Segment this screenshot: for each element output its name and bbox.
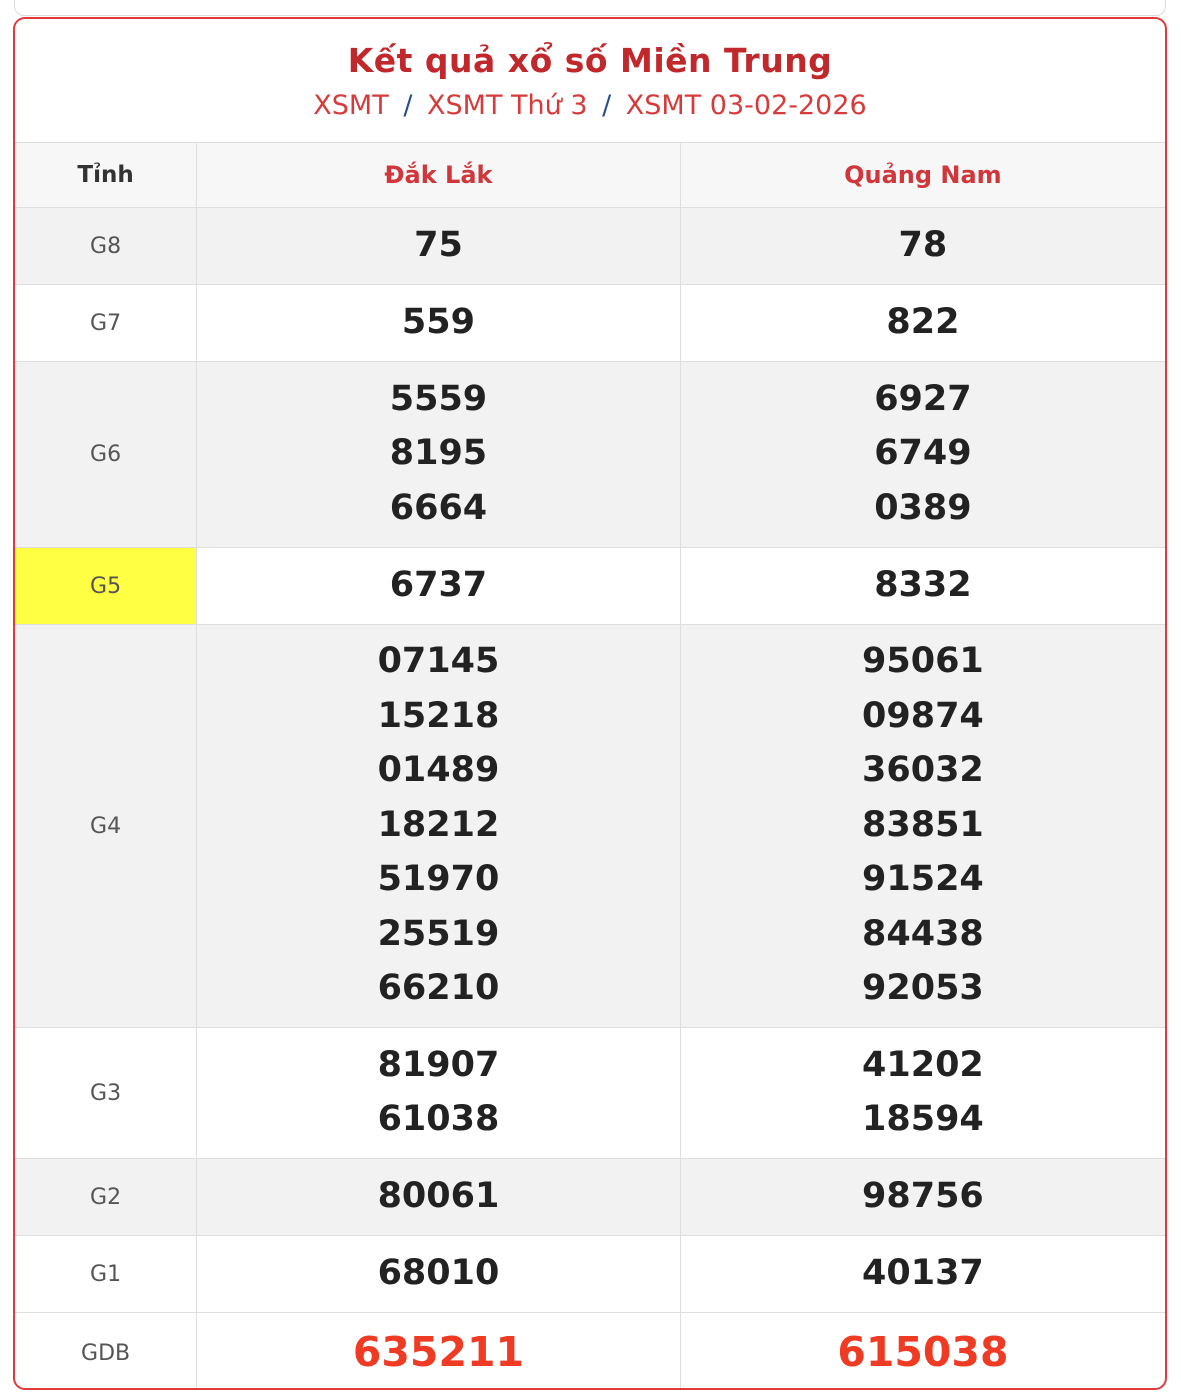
province-label-header: Tỉnh — [15, 143, 197, 208]
prize-label: G8 — [15, 208, 197, 285]
breadcrumb-xsmt-date[interactable]: XSMT 03-02-2026 — [625, 90, 867, 121]
result-number: 6749 — [874, 433, 972, 474]
prize-label: G6 — [15, 362, 197, 548]
result-cell-dak-lak — [197, 625, 681, 1028]
result-number: 18594 — [862, 1099, 984, 1139]
prize-label: G5 — [15, 548, 197, 625]
result-number: 81907 — [377, 1044, 500, 1085]
results-card — [13, 17, 1167, 1390]
prize-label: GDB — [15, 1313, 197, 1391]
result-number: 09874 — [862, 695, 984, 736]
breadcrumb-separator: / — [602, 90, 612, 121]
result-number: 80061 — [377, 1175, 500, 1216]
result-number: 635211 — [352, 1328, 525, 1376]
results-table — [15, 142, 1165, 1390]
result-cell-quang-nam — [680, 285, 1165, 362]
result-number: 6664 — [389, 487, 488, 528]
result-number: 51970 — [377, 859, 500, 900]
result-number: 559 — [401, 301, 475, 342]
result-cell-quang-nam — [680, 1028, 1165, 1159]
result-number: 78 — [898, 224, 948, 265]
result-cell-quang-nam — [680, 362, 1165, 548]
result-cell-quang-nam — [680, 1159, 1165, 1236]
result-cell-dak-lak — [197, 1236, 681, 1313]
page-title: Kết quả xổ số Miền Trung — [347, 41, 833, 80]
breadcrumb — [15, 90, 1165, 121]
result-number: 25519 — [377, 913, 500, 954]
prize-row-g4 — [15, 625, 1165, 1028]
result-number: 01489 — [377, 750, 500, 791]
result-number: 5559 — [389, 378, 488, 419]
result-cell-quang-nam — [680, 1236, 1165, 1313]
prize-row-g7 — [15, 285, 1165, 362]
prize-row-g8 — [15, 208, 1165, 285]
prize-row-g3 — [15, 1028, 1165, 1159]
breadcrumb-separator: / — [403, 90, 413, 121]
result-cell-quang-nam — [680, 625, 1165, 1028]
result-number: 822 — [886, 301, 960, 342]
result-number: 15218 — [377, 695, 500, 736]
prize-label: G4 — [15, 625, 197, 1028]
prize-label: G7 — [15, 285, 197, 362]
card-header — [15, 19, 1165, 142]
prize-row-g6 — [15, 362, 1165, 548]
prize-label: G2 — [15, 1159, 197, 1236]
result-number: 6737 — [389, 564, 488, 605]
result-number: 36032 — [862, 750, 984, 791]
prize-label: G3 — [15, 1028, 197, 1159]
result-cell-quang-nam — [680, 548, 1165, 625]
result-number: 41202 — [862, 1044, 984, 1085]
result-number: 8195 — [389, 433, 488, 474]
result-number: 07145 — [377, 641, 500, 682]
result-cell-dak-lak — [197, 548, 681, 625]
breadcrumb-xsmt[interactable]: XSMT — [313, 90, 389, 121]
prize-row-g5 — [15, 548, 1165, 625]
result-number: 84438 — [862, 913, 984, 954]
result-cell-dak-lak — [197, 362, 681, 548]
result-cell-dak-lak — [197, 285, 681, 362]
prize-row-g2 — [15, 1159, 1165, 1236]
result-number: 66210 — [377, 968, 500, 1009]
prize-label: G1 — [15, 1236, 197, 1313]
result-cell-dak-lak — [197, 1313, 681, 1391]
result-number: 8332 — [874, 564, 972, 605]
results-rows — [15, 208, 1165, 1391]
province-header-dak-lak[interactable]: Đắk Lắk — [197, 143, 681, 208]
result-number: 40137 — [862, 1252, 984, 1293]
result-cell-quang-nam — [680, 208, 1165, 285]
province-header-quang-nam[interactable]: Quảng Nam — [680, 143, 1165, 208]
result-cell-dak-lak — [197, 208, 681, 285]
result-number: 615038 — [837, 1328, 1009, 1376]
result-number: 68010 — [377, 1252, 500, 1293]
table-header-row — [15, 143, 1165, 208]
result-number: 18212 — [377, 804, 500, 845]
result-number: 75 — [414, 224, 463, 265]
result-cell-quang-nam — [680, 1313, 1165, 1391]
result-number: 61038 — [377, 1099, 500, 1139]
result-cell-dak-lak — [197, 1028, 681, 1159]
breadcrumb-xsmt-thu-3[interactable]: XSMT Thứ 3 — [427, 90, 588, 121]
result-number: 91524 — [862, 859, 984, 900]
result-number: 95061 — [862, 641, 984, 682]
result-number: 0389 — [874, 487, 972, 528]
prize-row-gdb — [15, 1313, 1165, 1391]
prize-row-g1 — [15, 1236, 1165, 1313]
result-number: 92053 — [862, 968, 984, 1009]
result-cell-dak-lak — [197, 1159, 681, 1236]
result-number: 6927 — [874, 378, 972, 419]
result-number: 83851 — [862, 804, 984, 845]
previous-card-edge — [14, 0, 1166, 16]
result-number: 98756 — [862, 1175, 984, 1216]
